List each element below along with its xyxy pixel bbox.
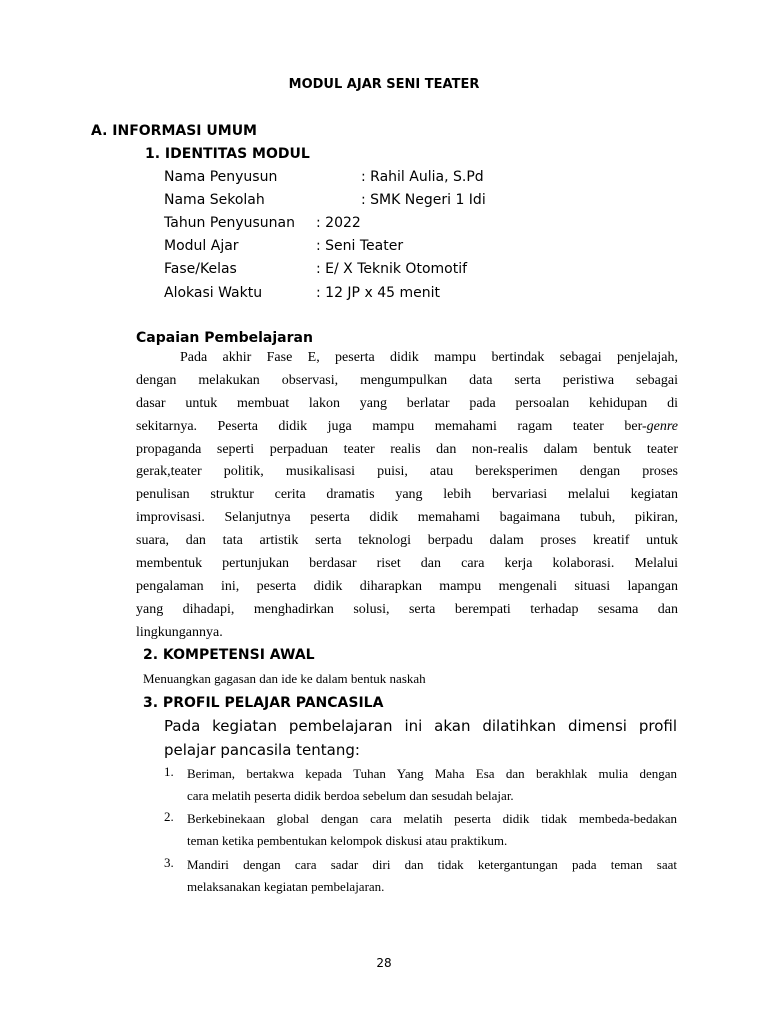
list-item-line: teman ketika pembentukan kelompok diskusi atau praktikum. (187, 833, 508, 848)
identity-label: Nama Penyusun (164, 169, 278, 185)
capaian-paragraph (136, 347, 678, 645)
list-item-line: Mandiri dengan cara sadar diri dan tidak ketergantungan pada teman saat (187, 857, 677, 872)
paragraph-line: dengan melakukan observasi, mengumpulkan data serta peristiwa sebagai (136, 372, 678, 388)
identity-value: : 12 JP x 45 menit (316, 285, 440, 301)
section-a-heading: A. INFORMASI UMUM (91, 123, 257, 139)
paragraph-line: lingkungannya. (136, 624, 223, 640)
identity-label: Alokasi Waktu (164, 285, 263, 301)
identitas-heading: 1. IDENTITAS MODUL (145, 146, 310, 162)
paragraph-line (136, 416, 678, 439)
paragraph-line: yang dihadapi, menghadirkan solusi, serta berempati terhadap sesama dan (136, 601, 678, 617)
intro-line: pelajar pancasila tentang: (164, 741, 360, 759)
intro-line: Pada kegiatan pembelajaran ini akan dilatihkan dimensi profil (164, 717, 677, 735)
identity-value: : Seni Teater (316, 238, 404, 254)
kompetensi-heading: 2. KOMPETENSI AWAL (143, 647, 315, 663)
capaian-heading: Capaian Pembelajaran (136, 330, 313, 346)
paragraph-line: dasar untuk membuat lakon yang berlatar pada persoalan kehidupan di (136, 395, 678, 411)
identity-label: Tahun Penyusunan (164, 215, 295, 231)
identity-label: Modul Ajar (164, 238, 239, 254)
list-item (187, 808, 677, 852)
list-item-line: Berkebinekaan global dengan cara melatih peserta didik tidak membeda-bedakan (187, 811, 677, 826)
paragraph-line: penulisan struktur cerita dramatis yang lebih bervariasi melalui kegiatan (136, 487, 678, 503)
paragraph-line: suara, dan tata artistik serta teknologi berpadu dalam proses kreatif untuk (136, 533, 678, 549)
profil-heading: 3. PROFIL PELAJAR PANCASILA (143, 695, 384, 711)
list-item-line: melaksanakan kegiatan pembelajaran. (187, 879, 385, 894)
paragraph-line: membentuk pertunjukan berdasar riset dan cara kerja kolaborasi. Melalui (136, 556, 678, 572)
list-item (187, 854, 677, 898)
list-number: 1. (164, 764, 174, 779)
list-item-line: Beriman, bertakwa kepada Tuhan Yang Maha Esa dan berakhlak mulia dengan (187, 766, 677, 781)
list-number: 3. (164, 855, 174, 870)
list-item-line: cara melatih peserta didik berdoa sebelum dan sesudah belajar. (187, 788, 514, 803)
page-number: 28 (376, 956, 392, 970)
identity-value: : 2022 (316, 215, 361, 231)
identity-value: : E/ X Teknik Otomotif (316, 261, 468, 277)
paragraph-line: Pada akhir Fase E, peserta didik mampu bertindak sebagai penjelajah, (180, 350, 678, 365)
list-item (187, 763, 677, 807)
kompetensi-text: Menuangkan gagasan dan ide ke dalam bentuk naskah (143, 671, 426, 686)
identity-value: : SMK Negeri 1 Idi (361, 192, 486, 208)
list-number: 2. (164, 809, 174, 824)
identity-value: : Rahil Aulia, S.Pd (361, 169, 484, 185)
paragraph-line: propaganda seperti perpaduan teater realis dan non-realis dalam bentuk teater (136, 441, 678, 457)
italic-term: genre (646, 418, 678, 434)
identity-label: Fase/Kelas (164, 261, 237, 277)
document-title: MODUL AJAR SENI TEATER (288, 77, 480, 92)
paragraph-line: pengalaman ini, peserta didik diharapkan mampu mengenali situasi lapangan (136, 578, 678, 594)
paragraph-line: improvisasi. Selanjutnya peserta didik memahami bagaimana tubuh, pikiran, (136, 510, 678, 526)
line-text: sekitarnya. Peserta didik juga mampu memahami ragam teater ber- (136, 418, 647, 434)
paragraph-line: gerak,teater politik, musikalisasi puisi, atau bereksperimen dengan proses (136, 464, 678, 480)
profil-intro (164, 714, 677, 762)
identity-label: Nama Sekolah (164, 192, 265, 208)
